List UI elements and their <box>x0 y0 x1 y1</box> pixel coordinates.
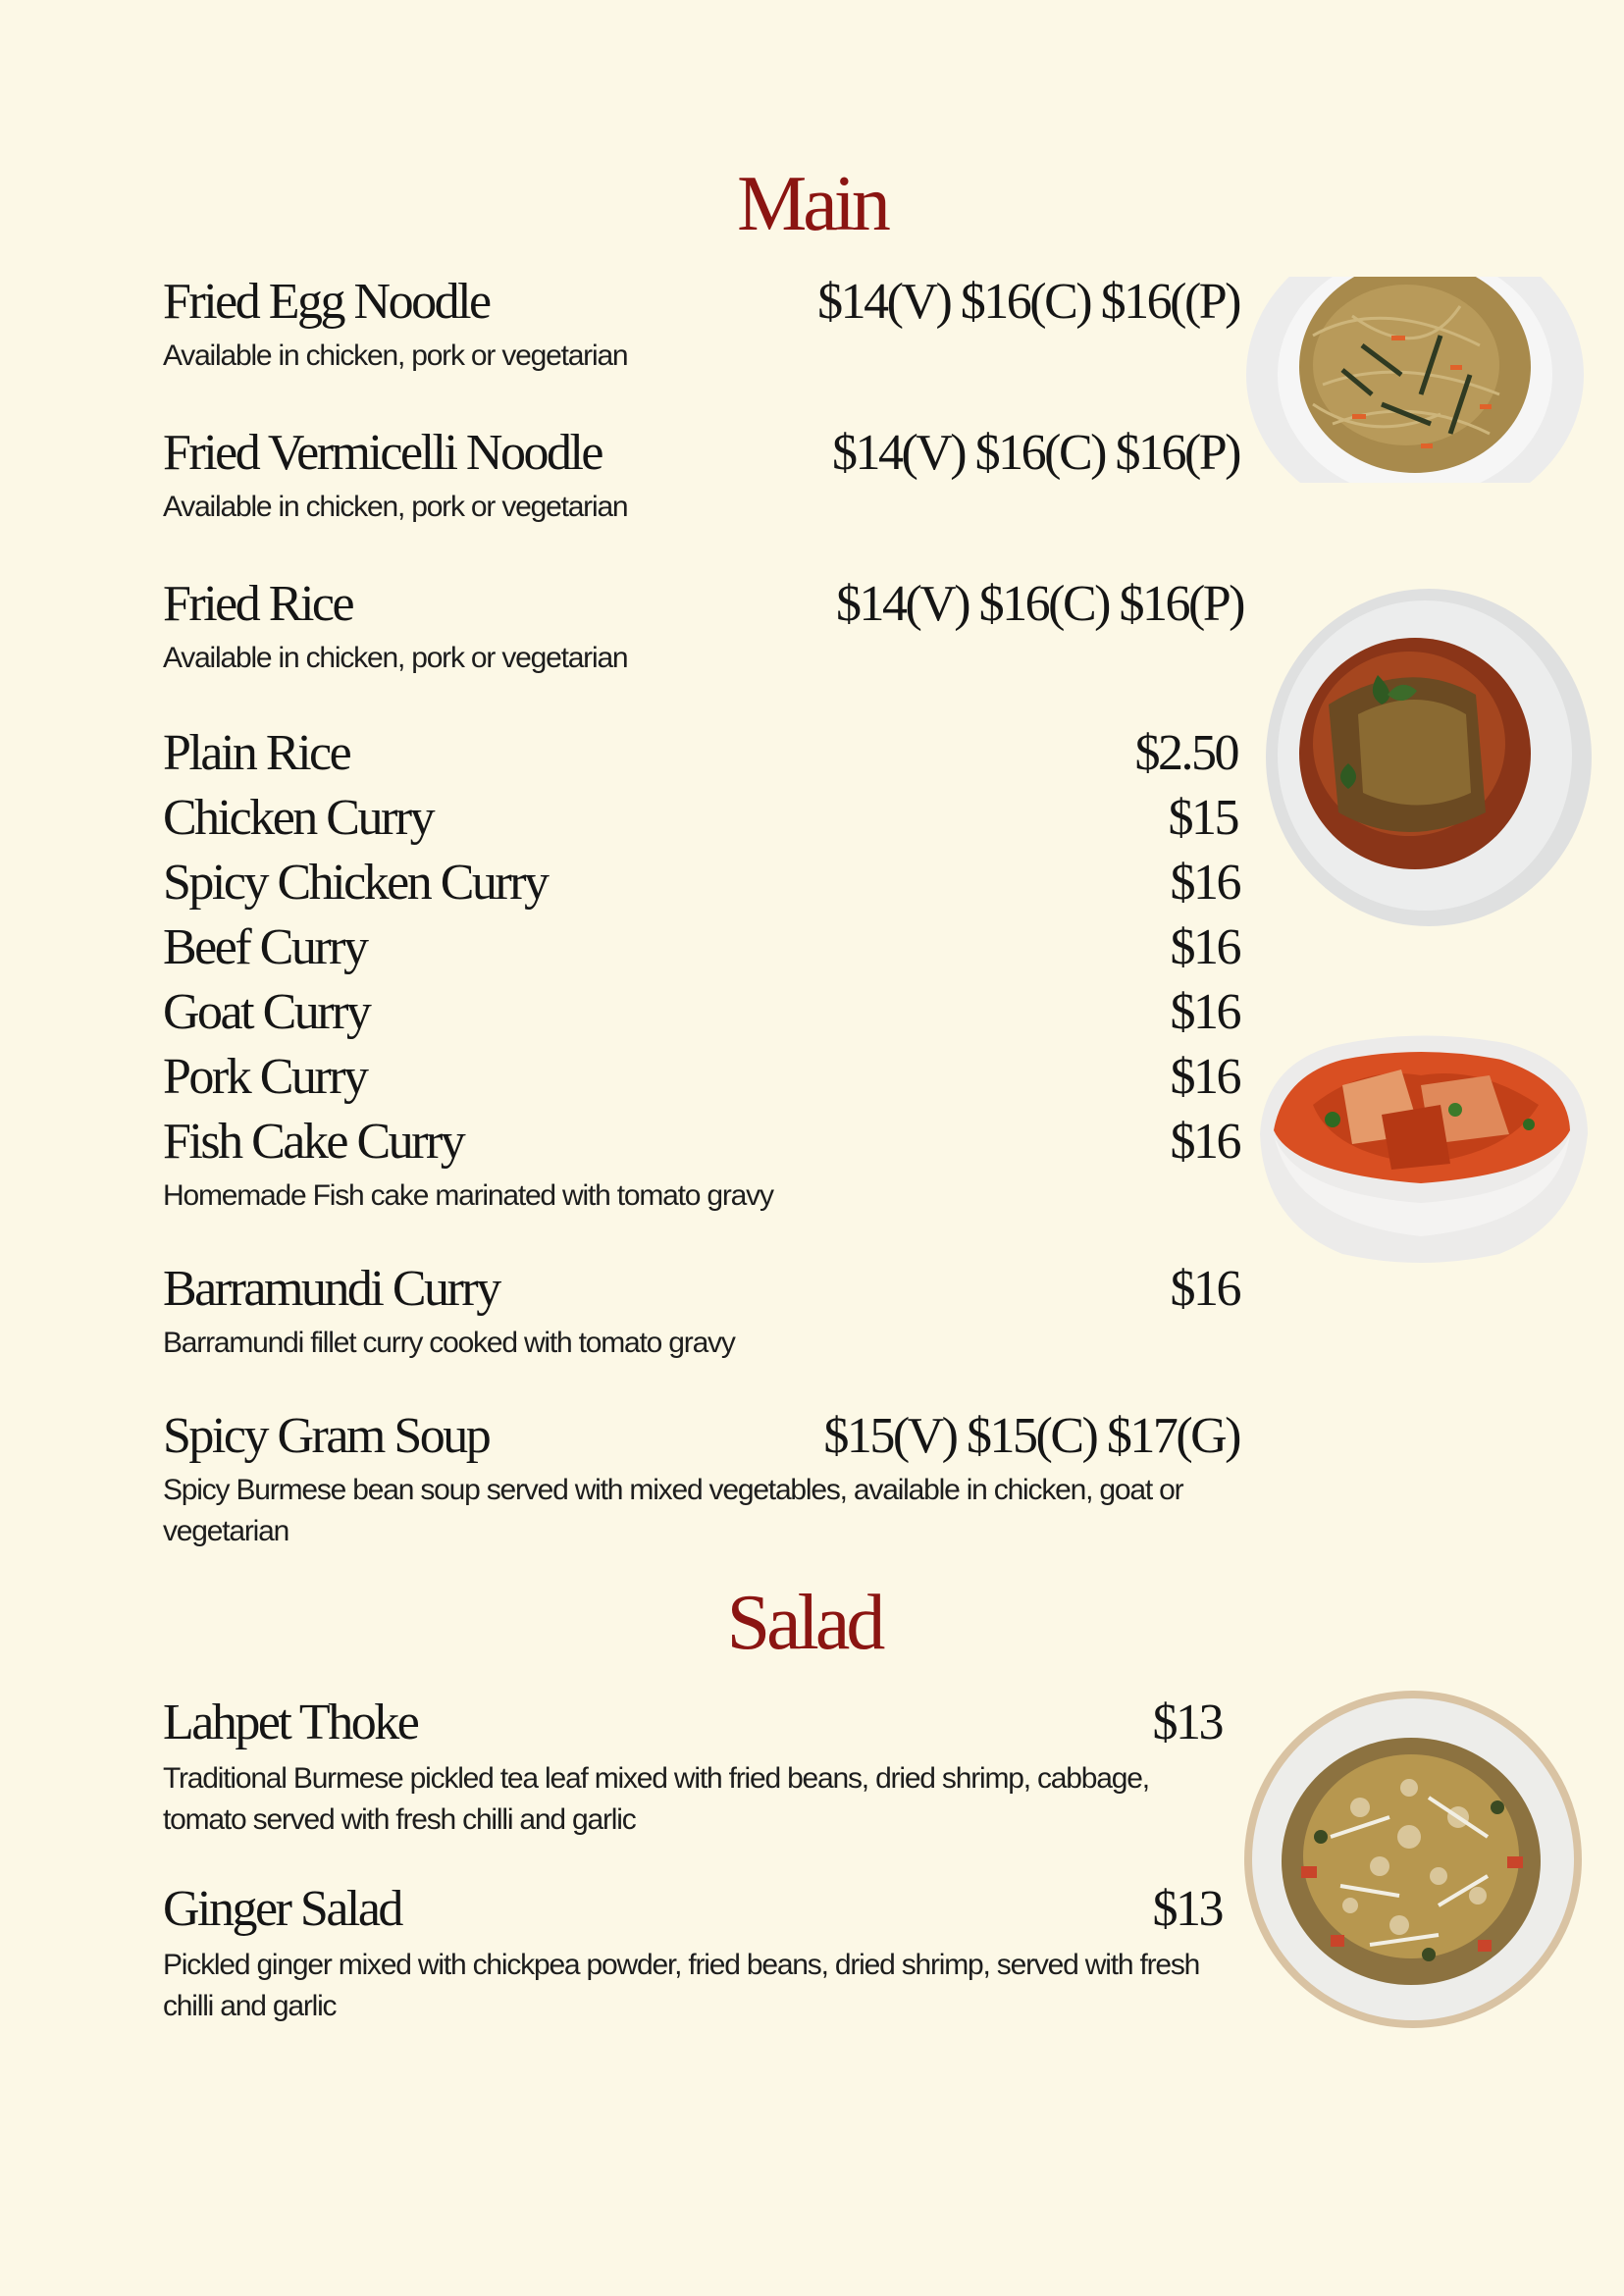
menu-item-description: Available in chicken, pork or vegetarian <box>163 491 628 523</box>
menu-item-price: $16 <box>1170 1114 1239 1170</box>
main-section-title: Main <box>737 161 887 247</box>
menu-item-price: $14(V) $16(C) $16(P) <box>831 425 1239 481</box>
menu-item-price: $16 <box>1170 919 1239 975</box>
noodle-dish-photo <box>1244 277 1584 483</box>
menu-item-price: $15 <box>1168 790 1237 846</box>
menu-item-price: $14(V) $16(C) $16((P) <box>817 274 1239 330</box>
menu-item-name: Pork Curry <box>163 1049 367 1105</box>
menu-item-price: $2.50 <box>1134 725 1237 781</box>
menu-item-name: Spicy Gram Soup <box>163 1408 490 1464</box>
tea-leaf-salad-photo <box>1242 1690 1586 2029</box>
menu-item-name: Goat Curry <box>163 984 370 1040</box>
curry-bowl-photo <box>1260 587 1594 928</box>
menu-item-description: Spicy Burmese bean soup served with mixed vegetables, available in chicken, goat or vegetarian <box>163 1474 1183 1547</box>
menu-item-name: Fried Vermicelli Noodle <box>163 425 602 481</box>
menu-item-name: Lahpet Thoke <box>163 1695 418 1750</box>
menu-item-price: $16 <box>1170 1049 1239 1105</box>
menu-item-price: $15(V) $15(C) $17(G) <box>823 1408 1239 1464</box>
salad-section-title: Salad <box>726 1580 882 1666</box>
menu-item-name: Fried Egg Noodle <box>163 274 490 330</box>
menu-item-price: $16 <box>1170 855 1239 911</box>
menu-item-price: $16 <box>1170 984 1239 1040</box>
menu-item-price: $14(V) $16(C) $16(P) <box>835 576 1243 632</box>
menu-item-name: Barramundi Curry <box>163 1261 499 1317</box>
menu-item-name: Beef Curry <box>163 919 367 975</box>
menu-item-description: Barramundi fillet curry cooked with tomato gravy <box>163 1327 735 1359</box>
menu-item-description: Available in chicken, pork or vegetarian <box>163 642 628 674</box>
menu-item-description: Pickled ginger mixed with chickpea powder, fried beans, dried shrimp, served with fresh chilli and garlic <box>163 1949 1200 2022</box>
menu-item-price: $13 <box>1152 1881 1222 1937</box>
menu-item-price: $16 <box>1170 1261 1239 1317</box>
menu-item-description: Available in chicken, pork or vegetarian <box>163 339 628 372</box>
menu-item-description: Traditional Burmese pickled tea leaf mixed with fried beans, dried shrimp, cabbage, tomato served with fresh chilli and garlic <box>163 1762 1149 1836</box>
menu-item-price: $13 <box>1152 1695 1222 1750</box>
menu-item-name: Plain Rice <box>163 725 350 781</box>
menu-item-name: Fried Rice <box>163 576 353 632</box>
fish-cake-curry-photo <box>1254 1026 1594 1266</box>
menu-item-name: Ginger Salad <box>163 1881 401 1937</box>
menu-item-name: Chicken Curry <box>163 790 434 846</box>
menu-item-name: Fish Cake Curry <box>163 1114 464 1170</box>
menu-item-name: Spicy Chicken Curry <box>163 855 548 911</box>
menu-item-description: Homemade Fish cake marinated with tomato gravy <box>163 1179 773 1212</box>
